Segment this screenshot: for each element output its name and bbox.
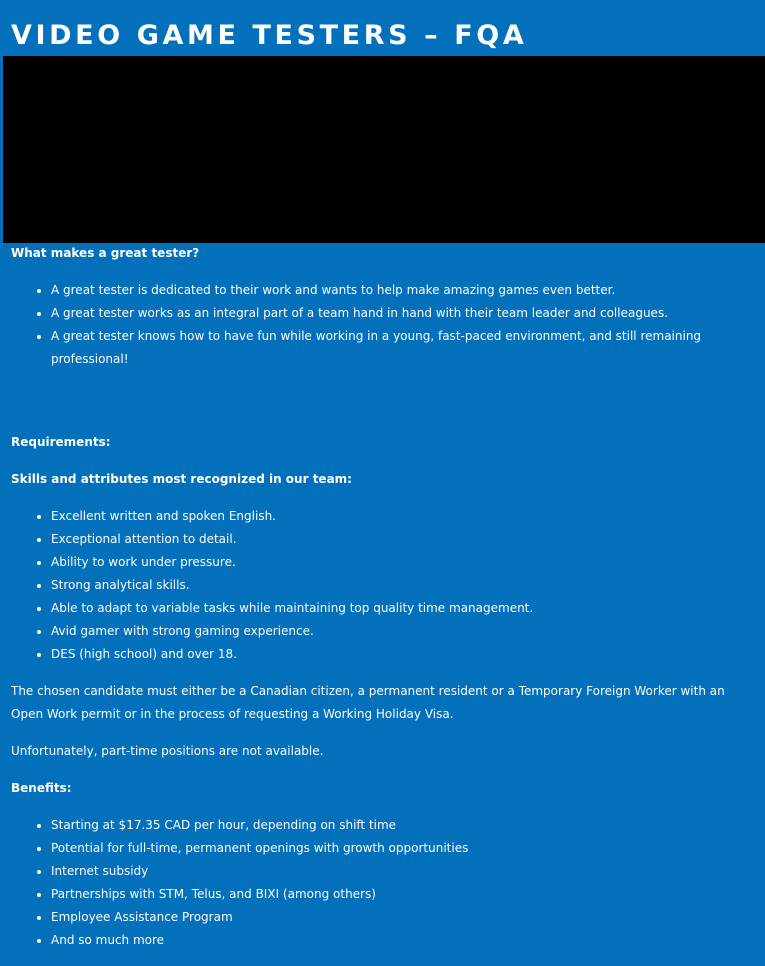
- list-item: • And so much more: [51, 929, 756, 952]
- page-title: VIDEO GAME TESTERS – FQA: [11, 20, 528, 51]
- list-item: • Potential for full-time, permanent openings with growth opportunities: [51, 837, 756, 860]
- list-item: • Avid gamer with strong gaming experience.: [51, 620, 756, 643]
- list-item: • Internet subsidy: [51, 860, 756, 883]
- benefits-list: [11, 814, 756, 952]
- list-item: • Employee Assistance Program: [51, 906, 756, 929]
- section-spacer: [11, 385, 756, 431]
- list-item: • DES (high school) and over 18.: [51, 643, 756, 666]
- part-time-note: Unfortunately, part-time positions are not available.: [11, 744, 324, 758]
- skills-list: [11, 505, 756, 666]
- video-player[interactable]: [3, 56, 765, 243]
- eligibility-paragraph: The chosen candidate must either be a Canadian citizen, a permanent resident or a Temporary Foreign Worker with an Open Work permit or in the process of requesting a Working Holiday Visa.: [11, 684, 725, 721]
- benefits-heading: Benefits:: [11, 781, 72, 795]
- job-description: [11, 242, 756, 966]
- great-tester-heading: What makes a great tester?: [11, 246, 200, 260]
- list-item: • A great tester works as an integral part of a team hand in hand with their team leader and colleagues.: [51, 302, 756, 325]
- list-item: • A great tester knows how to have fun while working in a young, fast-paced environment, and still remaining professional!: [51, 325, 756, 371]
- list-item: • Able to adapt to variable tasks while maintaining top quality time management.: [51, 597, 756, 620]
- requirements-heading: Requirements:: [11, 435, 111, 449]
- list-item: • Ability to work under pressure.: [51, 551, 756, 574]
- list-item: • Excellent written and spoken English.: [51, 505, 756, 528]
- list-item: • A great tester is dedicated to their work and wants to help make amazing games even better.: [51, 279, 756, 302]
- list-item: • Partnerships with STM, Telus, and BIXI (among others): [51, 883, 756, 906]
- skills-subheading: Skills and attributes most recognized in our team:: [11, 472, 352, 486]
- list-item: • Strong analytical skills.: [51, 574, 756, 597]
- great-tester-list: [11, 279, 756, 371]
- list-item: • Exceptional attention to detail.: [51, 528, 756, 551]
- list-item: • Starting at $17.35 CAD per hour, depending on shift time: [51, 814, 756, 837]
